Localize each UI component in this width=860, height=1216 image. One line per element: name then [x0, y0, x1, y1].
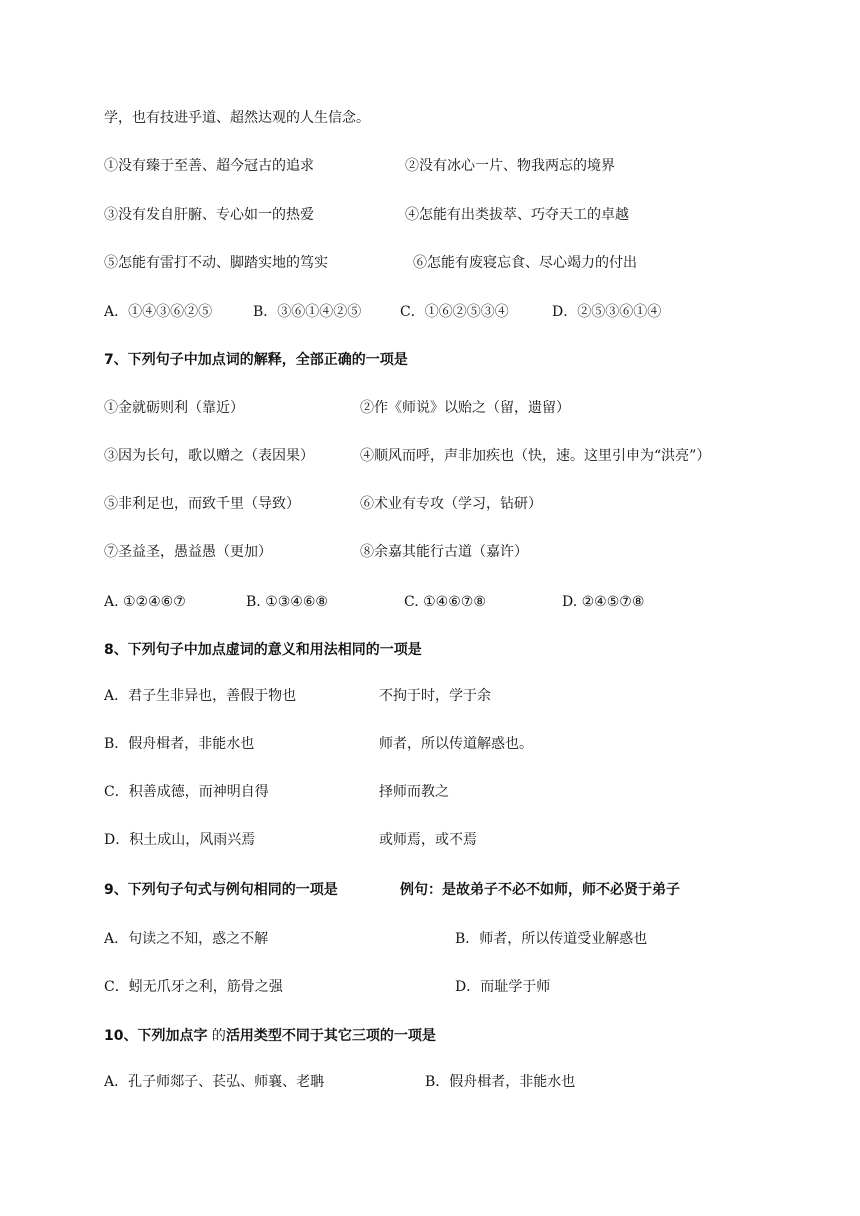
item-6: ⑥怎能有废寝忘食、尽心竭力的付出: [413, 255, 637, 271]
q8-d-right: [379, 830, 477, 850]
text: 师者，所以传道解惑也。: [379, 736, 533, 752]
question-7-heading: [104, 350, 408, 370]
item-5: ⑤怎能有雷打不动、脚踏实地的笃实: [104, 255, 328, 271]
option-line-2: [104, 205, 314, 225]
q7-choice-a: [104, 592, 186, 612]
text: ③因为长句，歌以赠之（表因果）: [104, 448, 314, 464]
q7-item-3: [104, 446, 314, 466]
question-8-heading: [104, 640, 422, 660]
item-2: ②没有冰心一片、物我两忘的境界: [405, 158, 615, 174]
q9-choice-a: [104, 929, 268, 949]
choice-c: C．①⑥②⑤③④: [400, 304, 509, 320]
text: ①金就砺则利（靠近）: [104, 400, 244, 416]
item-3: ③没有发自肝腑、专心如一的热爱: [104, 207, 314, 223]
choice-a: A．①④③⑥②⑤: [104, 304, 213, 320]
q8-b-right: [379, 734, 533, 754]
item-1: ①没有臻于至善、超今冠古的追求: [104, 158, 314, 174]
q6-choice-b: [253, 302, 361, 322]
text: D．积土成山，风雨兴焉: [104, 832, 256, 848]
q7-item-6: [360, 494, 542, 514]
text: A．君子生非异也，善假于物也: [104, 688, 297, 704]
choice-a: A. ①②④⑥⑦: [104, 594, 186, 610]
text: B．假舟楫者，非能水也: [104, 736, 255, 752]
choice-a: A．孔子师郯子、苌弘、师襄、老聃: [104, 1074, 325, 1090]
q10-choice-a: [104, 1072, 324, 1092]
text: 7、下列句子中加点词的解释，全部正确的一项是: [104, 352, 408, 368]
text: ⑥术业有专攻（学习，钻研）: [360, 496, 542, 512]
text-part-1: 10、下列加点字: [104, 1028, 208, 1044]
choice-b: B．假舟楫者，非能水也: [425, 1074, 576, 1090]
q9-choice-c: [104, 977, 283, 997]
option-line-3b: [413, 253, 637, 273]
q7-choice-d: [562, 592, 644, 612]
choice-d: D. ②④⑤⑦⑧: [562, 594, 645, 610]
choice-b: B．③⑥①④②⑤: [253, 304, 362, 320]
question-9-example: [400, 880, 680, 900]
text: 例句：是故弟子不必不如师，师不必贤于弟子: [400, 882, 680, 898]
text: 9、下列句子句式与例句相同的一项是: [104, 882, 338, 898]
option-line-1b: [405, 156, 615, 176]
text: 择师而教之: [379, 784, 449, 800]
text-part-2: 的: [207, 1028, 226, 1044]
q7-item-4: [360, 446, 710, 466]
q8-c-left: [104, 782, 269, 802]
q7-item-5: [104, 494, 300, 514]
text: ⑧余嘉其能行古道（嘉许）: [360, 544, 528, 560]
option-line-3: [104, 253, 328, 273]
q7-item-7: [104, 542, 272, 562]
q7-choice-c: [404, 592, 486, 612]
question-10-heading: [104, 1026, 436, 1046]
q6-choice-a: [104, 302, 212, 322]
q9-choice-d: [455, 977, 550, 997]
choice-d: D．而耻学于师: [455, 979, 551, 995]
choice-b: B．师者，所以传道受业解惑也: [455, 931, 648, 947]
passage-tail: [104, 108, 370, 128]
q7-item-2: [360, 398, 570, 418]
text: ②作《师说》以贻之（留，遗留）: [360, 400, 570, 416]
q8-d-left: [104, 830, 255, 850]
text: 学，也有技进乎道、超然达观的人生信念。: [104, 110, 370, 126]
q6-choice-d: [552, 302, 661, 322]
choice-c: C．蚓无爪牙之利，筋骨之强: [104, 979, 283, 995]
q8-b-left: [104, 734, 254, 754]
text-part-3: 活用类型不同于其它三项的一项是: [225, 1028, 436, 1044]
text: 8、下列句子中加点虚词的意义和用法相同的一项是: [104, 642, 422, 658]
q7-item-8: [360, 542, 528, 562]
option-line-1: [104, 156, 314, 176]
q9-choice-b: [455, 929, 647, 949]
q8-a-right: [379, 686, 491, 706]
text: ⑤非利足也，而致千里（导致）: [104, 496, 300, 512]
question-9-heading: [104, 880, 338, 900]
text: 不拘于时，学于余: [379, 688, 491, 704]
text: C．积善成德，而神明自得: [104, 784, 269, 800]
q7-choice-b: [246, 592, 328, 612]
text: ⑦圣益圣，愚益愚（更加）: [104, 544, 272, 560]
q10-choice-b: [425, 1072, 575, 1092]
choice-b: B. ①③④⑥⑧: [246, 594, 328, 610]
text: ④顺风而呼，声非加疾也（快，速。这里引申为“洪亮”）: [360, 448, 711, 464]
choice-c: C. ①④⑥⑦⑧: [404, 594, 486, 610]
q8-c-right: [379, 782, 449, 802]
q7-item-1: [104, 398, 244, 418]
item-4: ④怎能有出类拔萃、巧夺天工的卓越: [405, 207, 629, 223]
choice-a: A．句读之不知，惑之不解: [104, 931, 269, 947]
text: 或师焉，或不焉: [379, 832, 477, 848]
choice-d: D．②⑤③⑥①④: [552, 304, 662, 320]
option-line-2b: [405, 205, 629, 225]
q8-a-left: [104, 686, 296, 706]
q6-choice-c: [400, 302, 509, 322]
